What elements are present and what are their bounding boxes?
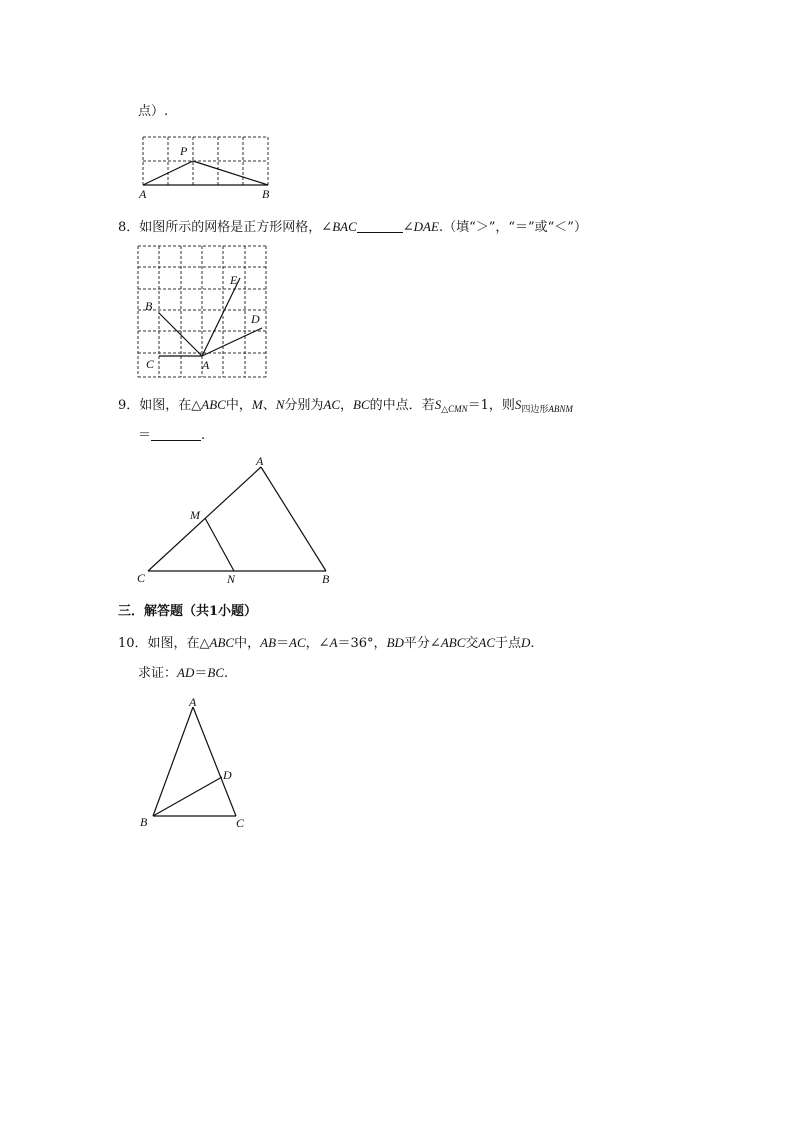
q8-label-d: D [251,312,260,326]
q10-label-b: B [140,815,148,829]
q9-answer-line [138,426,205,445]
q10-abc: ABC [209,635,235,650]
q7-label-p: P [180,144,188,158]
q9-label-c: C [137,571,146,585]
q9-s1-sub: △CMN [441,404,468,414]
q9-text [118,396,573,419]
q9-t5: ， [340,398,354,413]
q10-a: A [329,635,338,650]
q10-triangle-figure [136,694,266,834]
q10-d: D [521,635,531,650]
q9-abc: ABC [201,397,226,412]
q7-grid-figure [136,130,276,200]
q8-text-c: .（填“＞”，“＝”或“＜”） [438,220,587,235]
q9-eq: ＝ [138,428,152,443]
q10-label-a: A [189,695,197,709]
q10-proof-b: BC [207,665,224,680]
q9-t6: 的中点．若 [369,398,435,413]
q10-t1: 如图，在△ [147,636,210,651]
q9-t4: 分别为 [284,398,324,413]
q9-m: M [251,397,263,412]
q9-label-n: N [227,572,236,586]
q10-proof-label: 求证： [138,666,178,681]
q10-ab: AB [260,635,277,650]
q10-t9: . [530,636,535,651]
q10-triangle-lines [153,707,236,816]
q9-ac: AC [323,397,341,412]
q9-t3: 、 [262,398,276,413]
q10-t8: 于点 [495,636,522,651]
q9-number: 9． [118,398,140,413]
q10-t2: 中， [234,636,261,651]
q9-triangle-lines [148,467,326,571]
q10-bd: BD [386,635,404,650]
q10-abc2: ABC [440,635,466,650]
q9-label-a: A [256,454,264,468]
q10-t6: 平分∠ [403,636,441,651]
q9-label-b: B [322,572,330,586]
q8-label-a: A [202,358,210,372]
q9-s2-sub: ABNM [548,404,573,414]
q10-proof-eq: ＝ [194,666,208,681]
q9-bc: BC [353,397,370,412]
q9-t7: ＝1，则 [467,398,515,413]
q10-label-c: C [236,816,245,830]
q10-label-d: D [223,768,232,782]
q7-triangle [143,161,268,185]
q9-n: N [275,397,285,412]
q10-t3: ＝ [276,636,290,651]
q9-s2-sub-cn: 四边形 [521,405,549,415]
q9-answer-blank[interactable] [151,426,201,441]
q10-t7: 交 [465,636,479,651]
q8-text [118,218,587,237]
q9-t1: 如图，在△ [139,398,202,413]
q9-label-m: M [190,508,200,522]
q7-tail-text: 点）. [138,104,169,119]
q8-angle1: BAC [332,219,357,234]
q9-end: . [201,428,206,443]
q10-t4: ，∠ [305,636,330,651]
q10-ac2: AC [478,635,496,650]
q8-label-b: B [145,299,153,313]
q10-proof-end: . [224,666,229,681]
q10-proof-a: AD [177,665,195,680]
q8-angle2: DAE [413,219,439,234]
section3-title: 三．解答题（共1小题） [118,604,258,619]
q9-s1: S [434,397,442,412]
q7-label-a: A [139,187,147,201]
q10-t5: ＝36°， [337,636,387,651]
q8-number: 8． [118,220,140,235]
q8-text-b: ∠ [402,220,414,235]
q10-text [118,634,535,653]
q7-grid-lines [143,137,268,185]
q8-label-e: E [230,273,238,287]
q10-proof-line [138,664,228,683]
q8-label-c: C [146,357,155,371]
q8-answer-blank[interactable] [357,218,403,233]
q10-number: 10． [118,636,148,651]
q9-s2: S [514,397,522,412]
q9-triangle-figure [134,452,334,592]
q7-label-b: B [262,187,270,201]
q9-t2: 中， [225,398,252,413]
q10-ac: AC [289,635,306,650]
q8-text-a: 如图所示的网格是正方形网格，∠ [139,220,333,235]
q8-angle-rays [159,278,262,356]
q8-grid-figure [134,242,274,382]
